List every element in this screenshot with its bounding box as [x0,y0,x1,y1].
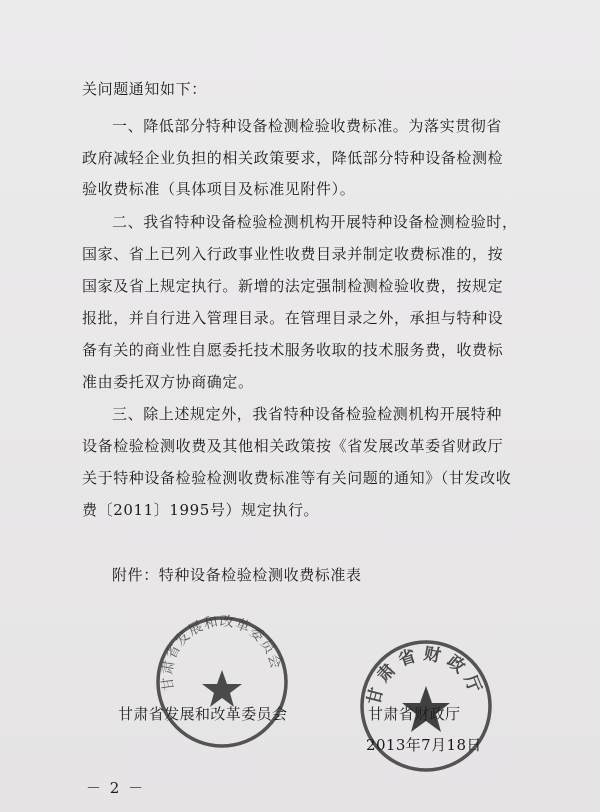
signature-left: 甘肃省发展和改革委员会 [118,705,288,723]
body-line: 备有关的商业性自愿委托技术服务收取的技术服务费，收费标 [82,341,504,359]
body-line: 一、降低部分特种设备检测检验收费标准。为落实贯彻省 [112,117,503,135]
body-line: 三、除上述规定外，我省特种设备检验检测机构开展特种 [112,405,503,423]
body-line: 准由委托双方协商确定。 [82,373,254,391]
signature-right: 甘肃省财政厅 [368,705,461,723]
attachment-line: 附件：特种设备检验检测收费标准表 [112,566,362,584]
body-line: 设备检验检测收费及其他相关政策按《省发展改革委省财政厅 [82,437,504,455]
left-official-seal [152,612,292,752]
body-line: 关于特种设备检验检测收费标准等有关问题的通知》（甘发改收 [82,469,512,487]
body-line: 验收费标准（具体项目及标准见附件）。 [82,180,356,198]
body-line: 报批，并自行进入管理目录。在管理目录之外，承担与特种设 [82,309,504,327]
body-line: 关问题通知如下： [82,80,207,98]
body-line: 国家、省上已列入行政事业性收费目录并制定收费标准的，按 [82,245,504,263]
body-line: 国家及省上规定执行。新增的法定强制检测检验收费，按规定 [82,277,504,295]
page-number: － 2 － [86,779,146,797]
seal-star-icon [202,670,242,707]
document-date: 2013年7月18日 [366,736,482,754]
body-line: 二、我省特种设备检验检测机构开展特种设备检测检验时， [112,213,518,231]
seal-text: 甘肃省财政厅 [364,643,487,708]
body-line: 费〔2011〕1995号）规定执行。 [82,501,320,519]
body-line: 政府减轻企业负担的相关政策要求，降低部分特种设备检测检 [82,149,504,167]
seal-text: 甘肃省发展和改革委员会 [159,613,284,692]
